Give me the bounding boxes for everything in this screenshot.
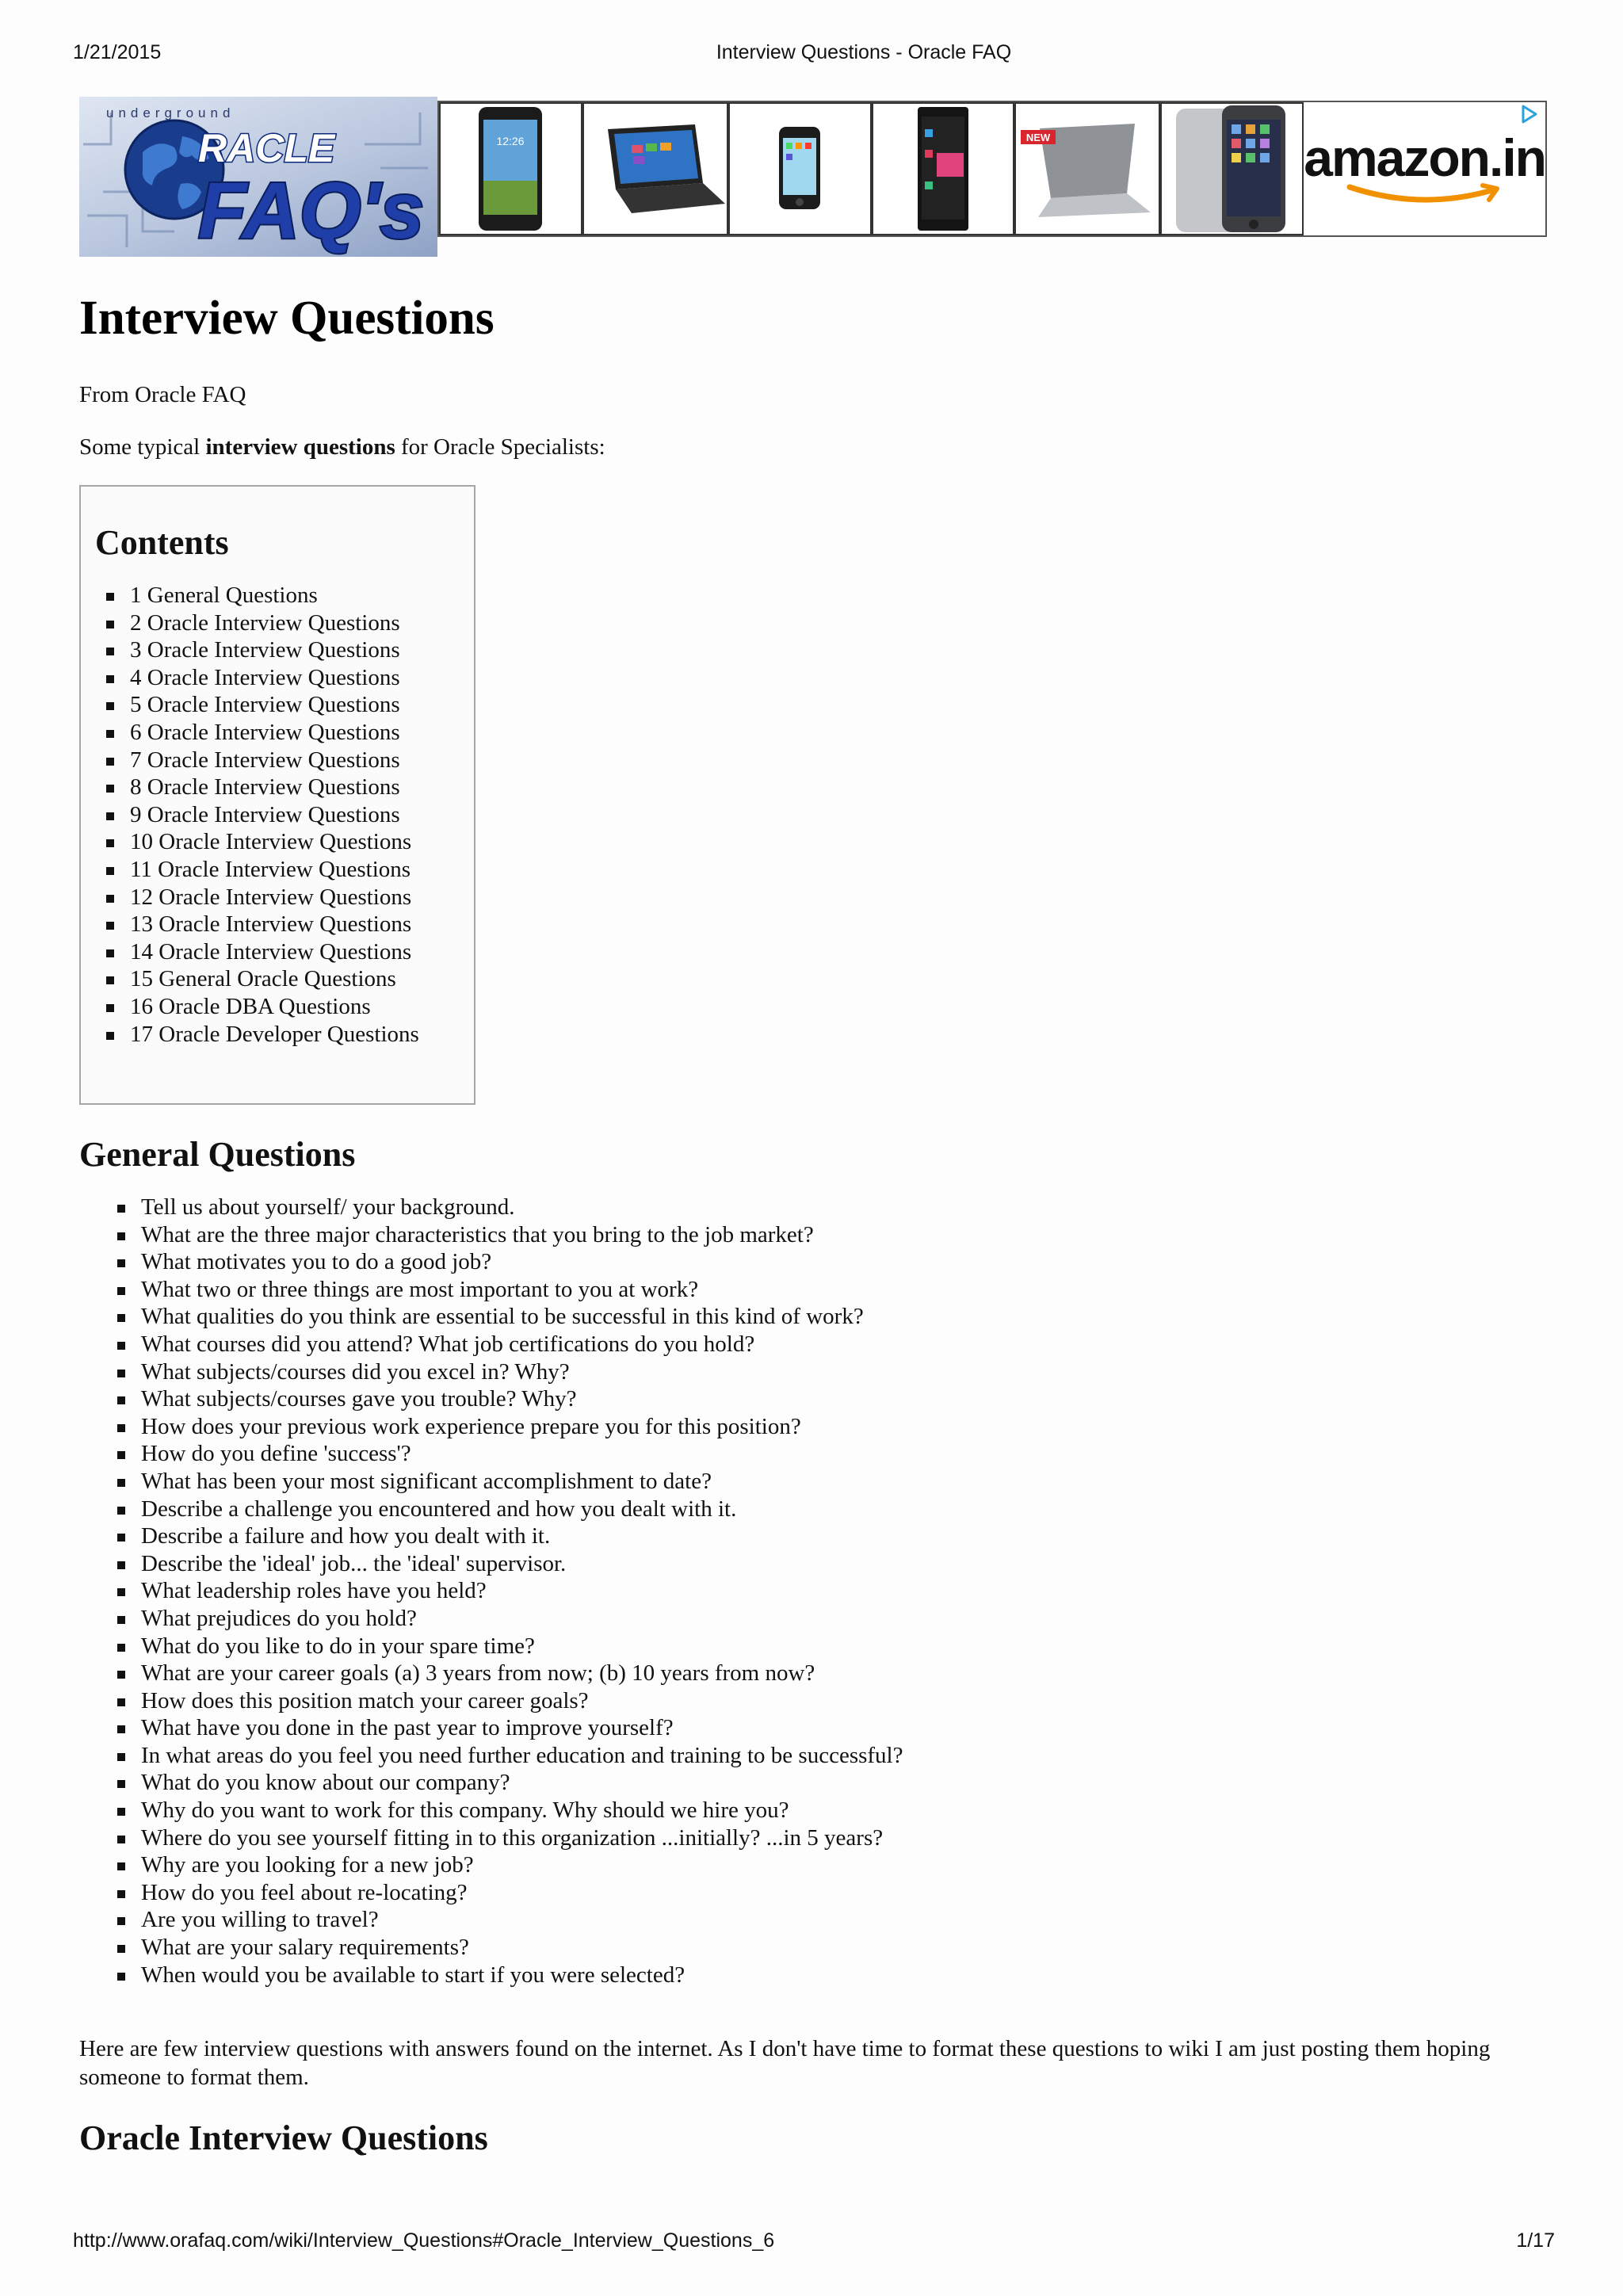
list-item: What do you know about our company? bbox=[141, 1769, 1553, 1797]
ad-item-silver-laptop[interactable] bbox=[1014, 102, 1160, 235]
toc-link[interactable]: 11 Oracle Interview Questions bbox=[130, 856, 460, 884]
list-item: How does this position match your career goals? bbox=[141, 1687, 1553, 1715]
intro-bold: interview questions bbox=[205, 434, 395, 460]
ad-item-iphone[interactable] bbox=[1160, 102, 1304, 235]
amazon-brand[interactable] bbox=[1304, 102, 1545, 235]
iphone-icon bbox=[1173, 104, 1292, 235]
toc-link[interactable]: 1 General Questions bbox=[130, 582, 460, 609]
list-item: What are your career goals (a) 3 years from now; (b) 10 years from now? bbox=[141, 1660, 1553, 1687]
toc-link[interactable]: 10 Oracle Interview Questions bbox=[130, 828, 460, 856]
toc-heading: Contents bbox=[95, 523, 229, 562]
page-title: Interview Questions bbox=[79, 292, 495, 345]
list-item: Are you willing to travel? bbox=[141, 1906, 1553, 1934]
toc-link[interactable]: 2 Oracle Interview Questions bbox=[130, 609, 460, 637]
smartphone-icon bbox=[475, 105, 546, 232]
list-item: What prejudices do you hold? bbox=[141, 1605, 1553, 1633]
small-phone-icon bbox=[776, 125, 823, 212]
print-date: 1/21/2015 bbox=[73, 41, 162, 63]
toc-link[interactable]: 8 Oracle Interview Questions bbox=[130, 774, 460, 801]
general-questions-heading: General Questions bbox=[79, 1135, 356, 1174]
list-item: What have you done in the past year to improve yourself? bbox=[141, 1714, 1553, 1742]
list-item: How do you feel about re-locating? bbox=[141, 1879, 1553, 1907]
tall-phone-icon bbox=[911, 105, 975, 232]
list-item: Describe a challenge you encountered and how you dealt with it. bbox=[141, 1496, 1553, 1523]
toc-link[interactable]: 4 Oracle Interview Questions bbox=[130, 664, 460, 692]
list-item: Describe a failure and how you dealt with it. bbox=[141, 1522, 1553, 1550]
list-item: When would you be available to start if you were selected? bbox=[141, 1962, 1553, 1989]
note-paragraph: Here are few interview questions with answers found on the internet. As I don't have time to format these questions to wiki I am just posting them hoping someone to format them. bbox=[79, 2036, 1491, 2091]
toc-list bbox=[95, 582, 460, 1048]
list-item: In what areas do you feel you need further education and training to be successful? bbox=[141, 1742, 1553, 1770]
laptop-icon bbox=[584, 121, 727, 216]
svg-text:12:26: 12:26 bbox=[496, 135, 525, 147]
table-of-contents bbox=[79, 485, 475, 1105]
site-logo[interactable] bbox=[79, 97, 437, 257]
toc-link[interactable]: 17 Oracle Developer Questions bbox=[130, 1021, 460, 1049]
list-item: What subjects/courses did you excel in? Why? bbox=[141, 1358, 1553, 1386]
main-content bbox=[79, 285, 1553, 2161]
list-item: How does your previous work experience prepare you for this position? bbox=[141, 1413, 1553, 1441]
toc-link[interactable]: 6 Oracle Interview Questions bbox=[130, 719, 460, 747]
list-item: Why are you looking for a new job? bbox=[141, 1851, 1553, 1879]
oracle-interview-heading: Oracle Interview Questions bbox=[79, 2118, 488, 2158]
toc-link[interactable]: 3 Oracle Interview Questions bbox=[130, 636, 460, 664]
toc-link[interactable]: 14 Oracle Interview Questions bbox=[130, 938, 460, 966]
list-item: What courses did you attend? What job certifications do you hold? bbox=[141, 1331, 1553, 1358]
toc-link[interactable]: 12 Oracle Interview Questions bbox=[130, 884, 460, 911]
toc-link[interactable]: 7 Oracle Interview Questions bbox=[130, 747, 460, 774]
ad-item-smartphone[interactable] bbox=[439, 102, 582, 235]
toc-link[interactable]: 16 Oracle DBA Questions bbox=[130, 993, 460, 1021]
list-item: What motivates you to do a good job? bbox=[141, 1248, 1553, 1276]
new-badge: NEW bbox=[1026, 132, 1051, 143]
list-item: What qualities do you think are essential to be successful in this kind of work? bbox=[141, 1303, 1553, 1331]
logo-line2: FAQ's bbox=[198, 166, 424, 255]
list-item: What leadership roles have you held? bbox=[141, 1577, 1553, 1605]
list-item: How do you define 'success'? bbox=[141, 1440, 1553, 1468]
list-item: What two or three things are most important to you at work? bbox=[141, 1276, 1553, 1304]
list-item: What are the three major characteristics that you bring to the job market? bbox=[141, 1221, 1553, 1249]
toc-link[interactable]: 15 General Oracle Questions bbox=[130, 965, 460, 993]
ad-banner[interactable] bbox=[437, 101, 1547, 237]
from-line: From Oracle FAQ bbox=[79, 382, 246, 407]
toc-link[interactable]: 13 Oracle Interview Questions bbox=[130, 911, 460, 938]
list-item: Why do you want to work for this company. Why should we hire you? bbox=[141, 1797, 1553, 1824]
print-page-number: 1/17 bbox=[1516, 2229, 1555, 2252]
logo-tagline: underground bbox=[106, 105, 235, 120]
list-item: Tell us about yourself/ your background. bbox=[141, 1194, 1553, 1221]
general-questions-list bbox=[79, 1194, 1553, 1988]
ad-item-laptop[interactable] bbox=[582, 102, 728, 235]
ad-item-small-phone[interactable] bbox=[728, 102, 872, 235]
list-item: Describe the 'ideal' job... the 'ideal' supervisor. bbox=[141, 1550, 1553, 1578]
list-item: What are your salary requirements? bbox=[141, 1934, 1553, 1962]
toc-link[interactable]: 9 Oracle Interview Questions bbox=[130, 801, 460, 829]
logo-line1: RACLE bbox=[198, 126, 335, 170]
intro-line: Some typical interview questions for Oracle Specialists: bbox=[79, 434, 605, 460]
ad-item-tall-phone[interactable] bbox=[872, 102, 1015, 235]
amazon-wordmark: amazon.in bbox=[1304, 128, 1545, 187]
list-item: What do you like to do in your spare time? bbox=[141, 1633, 1553, 1660]
silver-laptop-icon bbox=[1016, 117, 1159, 220]
amazon-smile-icon bbox=[1342, 182, 1508, 206]
toc-link[interactable]: 5 Oracle Interview Questions bbox=[130, 691, 460, 719]
print-title: Interview Questions - Oracle FAQ bbox=[716, 41, 1012, 63]
ad-choices-icon[interactable] bbox=[1517, 102, 1541, 126]
list-item: What subjects/courses gave you trouble? Why? bbox=[141, 1385, 1553, 1413]
list-item: Where do you see yourself fitting in to this organization ...initially? ...in 5 years? bbox=[141, 1824, 1553, 1852]
list-item: What has been your most significant accomplishment to date? bbox=[141, 1468, 1553, 1496]
print-url: http://www.orafaq.com/wiki/Interview_Questions#Oracle_Interview_Questions_6 bbox=[73, 2229, 775, 2252]
